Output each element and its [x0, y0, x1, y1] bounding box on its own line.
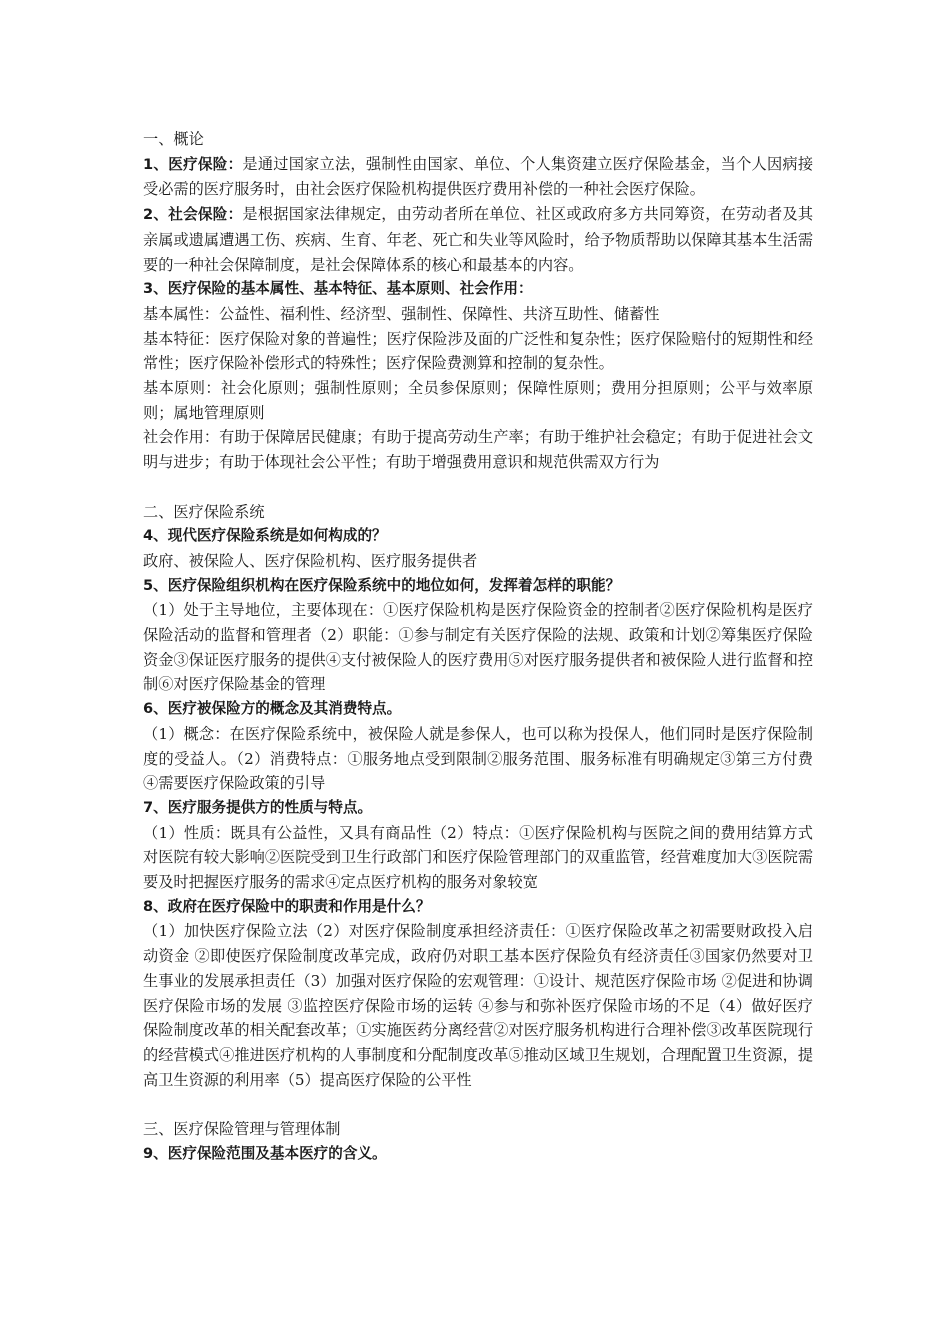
question-heading: 6、医疗被保险方的概念及其消费特点。 — [143, 700, 402, 718]
question-heading: 8、政府在医疗保险中的职责和作用是什么？ — [143, 897, 431, 915]
question-heading: 7、医疗服务提供方的性质与特点。 — [143, 798, 373, 816]
section-1-title: 一、概论 — [143, 130, 204, 148]
section-3-title: 三、医疗保险管理与管理体制 — [143, 1120, 341, 1139]
answer-paragraph: （1）概念：在医疗保险系统中，被保险人就是参保人，也可以称为投保人，他们同时是医疗保险制度的受益人。（2）消费特点：①服务地点受到限制②服务范围、服务标准有明确规定③第三方付费④需要医疗保险政策的引导 — [143, 724, 813, 793]
question-heading: 3、医疗保险的基本属性、基本特征、基本原则、社会作用： — [143, 280, 533, 298]
answer-paragraph: 基本特征：医疗保险对象的普遍性；医疗保险涉及面的广泛性和复杂性；医疗保险赔付的短期性和经常性；医疗保险补偿形式的特殊性；医疗保险费测算和控制的复杂性。 — [143, 329, 813, 373]
term-label: 2、社会保险： — [143, 206, 243, 224]
blank-line — [143, 1092, 813, 1117]
definition-medical-insurance — [143, 152, 813, 202]
definition-text: 是通过国家立法，强制性由国家、单位、个人集资建立医疗保险基金，当个人因病接受必需的医疗服务时，由社会医疗保险机构提供医疗费用补偿的一种社会医疗保险。 — [143, 154, 814, 199]
blank-line — [143, 475, 813, 500]
answer-paragraph: 政府、被保险人、医疗保险机构、医疗服务提供者 — [143, 551, 478, 570]
term-label: 1、医疗保险： — [143, 155, 243, 173]
answer-paragraph: 基本原则：社会化原则；强制性原则；全员参保原则；保障性原则；费用分担原则；公平与效率原则；属地管理原则 — [143, 379, 813, 422]
section-2-title: 二、医疗保险系统 — [143, 502, 265, 521]
question-heading: 5、医疗保险组织机构在医疗保险系统中的地位如何，发挥着怎样的职能？ — [143, 576, 621, 594]
answer-paragraph: （1）处于主导地位，主要体现在：①医疗保险机构是医疗保险资金的控制者②医疗保险机构是医疗保险活动的监督和管理者（2）职能：①参与制定有关医疗保险的法规、政策和计划②筹集医疗保险资金③保证医疗服务的提供④支付被保险人的医疗费用⑤对医疗服务提供者和被保险人进行监督和控制⑥对医疗保险基金的管理 — [143, 601, 813, 694]
answer-paragraph: 社会作用：有助于保障居民健康；有助于提高劳动生产率；有助于维护社会稳定；有助于促进社会文明与进步；有助于体现社会公平性；有助于增强费用意识和规范供需双方行为 — [143, 428, 813, 472]
answer-paragraph: （1）性质：既具有公益性，又具有商品性（2）特点：①医疗保险机构与医院之间的费用结算方式对医院有较大影响②医院受到卫生行政部门和医疗保险管理部门的双重监管，经营难度加大③医院需要及时把握医疗服务的需求④定点医疗机构的服务对象较宽 — [143, 823, 813, 892]
question-heading: 9、医疗保险范围及基本医疗的含义。 — [143, 1144, 387, 1162]
definition-social-insurance — [143, 202, 813, 277]
answer-paragraph: （1）加快医疗保险立法（2）对医疗保险制度承担经济责任：①医疗保险改革之初需要财政投入启动资金 ②即使医疗保险制度改革完成，政府仍对职工基本医疗保险负有经济责任③国家仍然要对卫生事业的发展承担责任（3）加强对医疗保险的宏观管理：①设计、规范医疗保险市场 ②促进和协调医疗保险市场的发展 ③监控医疗保险市场的运转 ④参与和弥补医疗保险市场的不足（4）做好医疗保险制度改革的相关配套改革；①实施医药分离经营②对医疗服务机构进行合理补偿③改革医院现行的经营模式④推进医疗机构的人事制度和分配制度改革⑤推动区域卫生规划，合理配置卫生资源，提高卫生资源的利用率（5）提高医疗保险的公平性 — [143, 922, 813, 1089]
answer-paragraph: 基本属性：公益性、福利性、经济型、强制性、保障性、共济互助性、储蓄性 — [143, 304, 660, 323]
definition-text: 是根据国家法律规定，由劳动者所在单位、社区或政府多方共同筹资，在劳动者及其亲属或遗属遭遇工伤、疾病、生育、年老、死亡和失业等风险时，给予物质帮助以保障其基本生活需要的一种社会保障制度，是社会保障体系的核心和最基本的内容。 — [143, 205, 814, 274]
question-heading: 4、现代医疗保险系统是如何构成的？ — [143, 527, 387, 545]
document-body — [143, 127, 813, 1167]
